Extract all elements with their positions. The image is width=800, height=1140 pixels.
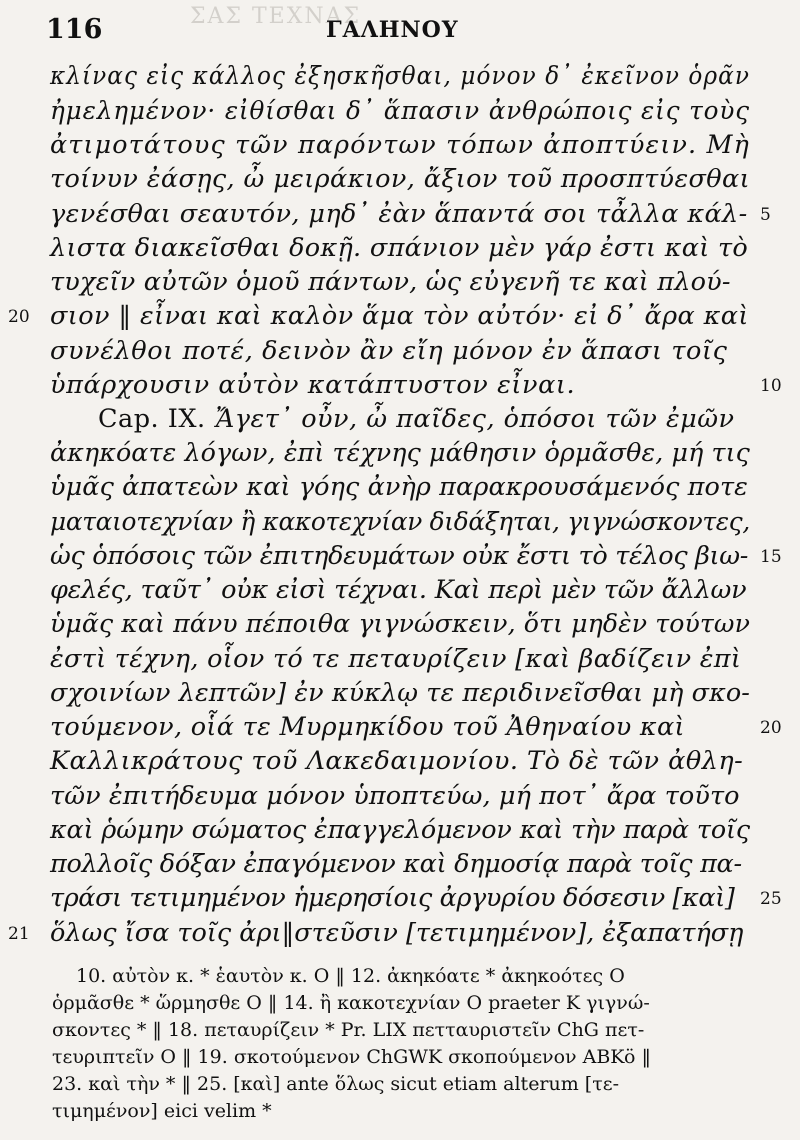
text-line: Καλλικράτους τοῦ Λακεδαιμονίου. Τὸ δὲ τῶν ἀθλη-	[50, 746, 744, 776]
text-line: ὑμᾶς καὶ πάνυ πέποιθα γιγνώσκειν, ὅτι μηδὲν τούτων	[50, 609, 750, 639]
chapter-line	[98, 404, 735, 434]
text-line: Ἄγετ᾽ οὖν, ὦ παῖδες, ὁπόσοι τῶν ἐμῶν	[215, 404, 735, 434]
text-line: τυχεῖν αὐτῶν ὁμοῦ πάντων, ὡς εὐγενῆ τε καὶ πλού-	[50, 267, 731, 297]
text-line: τούμενον, οἷά τε Μυρμηκίδου τοῦ Ἀθηναίου καὶ	[50, 712, 685, 742]
apparatus-line: 23. καὶ τὴν * ‖ 25. [καὶ] ante ὅλως sicut etiam alterum [τε-	[52, 1073, 619, 1095]
apparatus-line: τευριπτεῖν O ‖ 19. σκοτούμενον ChGWK σκοπούμενον ABKö ‖	[52, 1046, 651, 1068]
text-line: ὑμᾶς ἀπατεὼν καὶ γόης ἀνὴρ παρακρουσάμενός ποτε	[50, 472, 748, 502]
text-line: πολλοῖς δόξαν ἐπαγόμενον καὶ δημοσίᾳ παρὰ τοῖς πα-	[50, 849, 742, 879]
right-margin-number: 5	[760, 205, 771, 225]
text-line: σχοινίων λεπτῶν] ἐν κύκλῳ τε περιδινεῖσθαι μὴ σκο-	[50, 678, 750, 708]
text-line: λιστα διακεῖσθαι δοκῇ. σπάνιον μὲν γάρ ἐστι καὶ τὸ	[50, 233, 749, 263]
apparatus-line: ὁρμᾶσθε * ὥρμησθε O ‖ 14. ἢ κακοτεχνίαν O praeter K γιγνώ-	[52, 992, 650, 1014]
right-margin-number: 10	[760, 376, 782, 396]
text-line: τοίνυν ἐάσῃς, ὦ μειράκιον, ἄξιον τοῦ προσπτύεσθαι	[50, 164, 751, 194]
right-margin-number: 20	[760, 718, 782, 738]
text-line: καὶ ῥώμην σώματος ἐπαγγελόμενον καὶ τὴν παρὰ τοῖς	[50, 815, 750, 845]
apparatus-line: 10. αὐτὸν κ. * ἑαυτὸν κ. O ‖ 12. ἀκηκόατε * ἀκηκοότες O	[76, 965, 625, 987]
chapter-label: Cap. IX.	[98, 404, 206, 434]
text-line: ἠμελημένον· εἰθίσθαι δ᾽ ἅπασιν ἀνθρώποις εἰς τοὺς	[50, 96, 750, 126]
text-line: ἀτιμοτάτους τῶν παρόντων τόπων ἀποπτύειν. Μὴ	[50, 130, 751, 160]
text-line: φελές, ταῦτ᾽ οὐκ εἰσὶ τέχναι. Καὶ περὶ μὲν τῶν ἄλλων	[50, 575, 747, 605]
text-line: ἀκηκόατε λόγων, ἐπὶ τέχνης μάθησιν ὁρμᾶσθε, μή τις	[50, 438, 750, 468]
right-margin-number: 25	[760, 889, 782, 909]
text-line: ὑπάρχουσιν αὐτὸν κατάπτυστον εἶναι.	[50, 370, 576, 400]
text-line: σιον ‖ εἶναι καὶ καλὸν ἅμα τὸν αὐτόν· εἰ δ᾽ ἄρα καὶ	[50, 301, 749, 331]
apparatus-line: σκοντες * ‖ 18. πεταυρίζειν * Pr. LIX πετταυριστεῖν ChG πετ-	[52, 1019, 645, 1041]
apparatus-line: τιμημένον] eici velim *	[52, 1100, 272, 1122]
page-number: 116	[46, 14, 103, 45]
text-line: τράσι τετιμημένον ἡμερησίοις ἀργυρίου δόσεσιν [καὶ]	[50, 883, 735, 913]
text-line: συνέλθοι ποτέ, δεινὸν ἂν εἴη μόνον ἐν ἅπασι τοῖς	[50, 336, 728, 366]
running-head: ΓΑΛΗΝΟΥ	[326, 17, 459, 43]
text-line: ἐστὶ τέχνη, οἷον τό τε πεταυρίζειν [καὶ βαδίζειν ἐπὶ	[50, 644, 742, 674]
text-line: κλίνας εἰς κάλλος ἐξησκῆσθαι, μόνον δ᾽ ἐκεῖνον ὁρᾶν	[50, 61, 750, 91]
text-line: γενέσθαι σεαυτόν, μηδ᾽ ἐὰν ἅπαντά σοι τἆλλα κάλ-	[50, 199, 748, 229]
left-margin-number: 20	[8, 307, 30, 327]
right-margin-number: 15	[760, 547, 782, 567]
text-line: ὡς ὁπόσοις τῶν ἐπιτηδευμάτων οὐκ ἔστι τὸ τέλος βιω-	[50, 541, 749, 571]
bleed-through-text: ΣΑΣ ΤΕΧΝΑΣ	[190, 4, 362, 29]
left-margin-number: 21	[8, 924, 30, 944]
text-line: ματαιοτεχνίαν ἢ κακοτεχνίαν διδάξηται, γιγνώσκοντες,	[50, 507, 750, 537]
text-line: τῶν ἐπιτήδευμα μόνον ὑποπτεύω, μή ποτ᾽ ἄρα τοῦτο	[50, 781, 740, 811]
text-line: ὅλως ἴσα τοῖς ἀρι‖στεῦσιν [τετιμημένον], ἐξαπατήσῃ	[50, 918, 744, 948]
